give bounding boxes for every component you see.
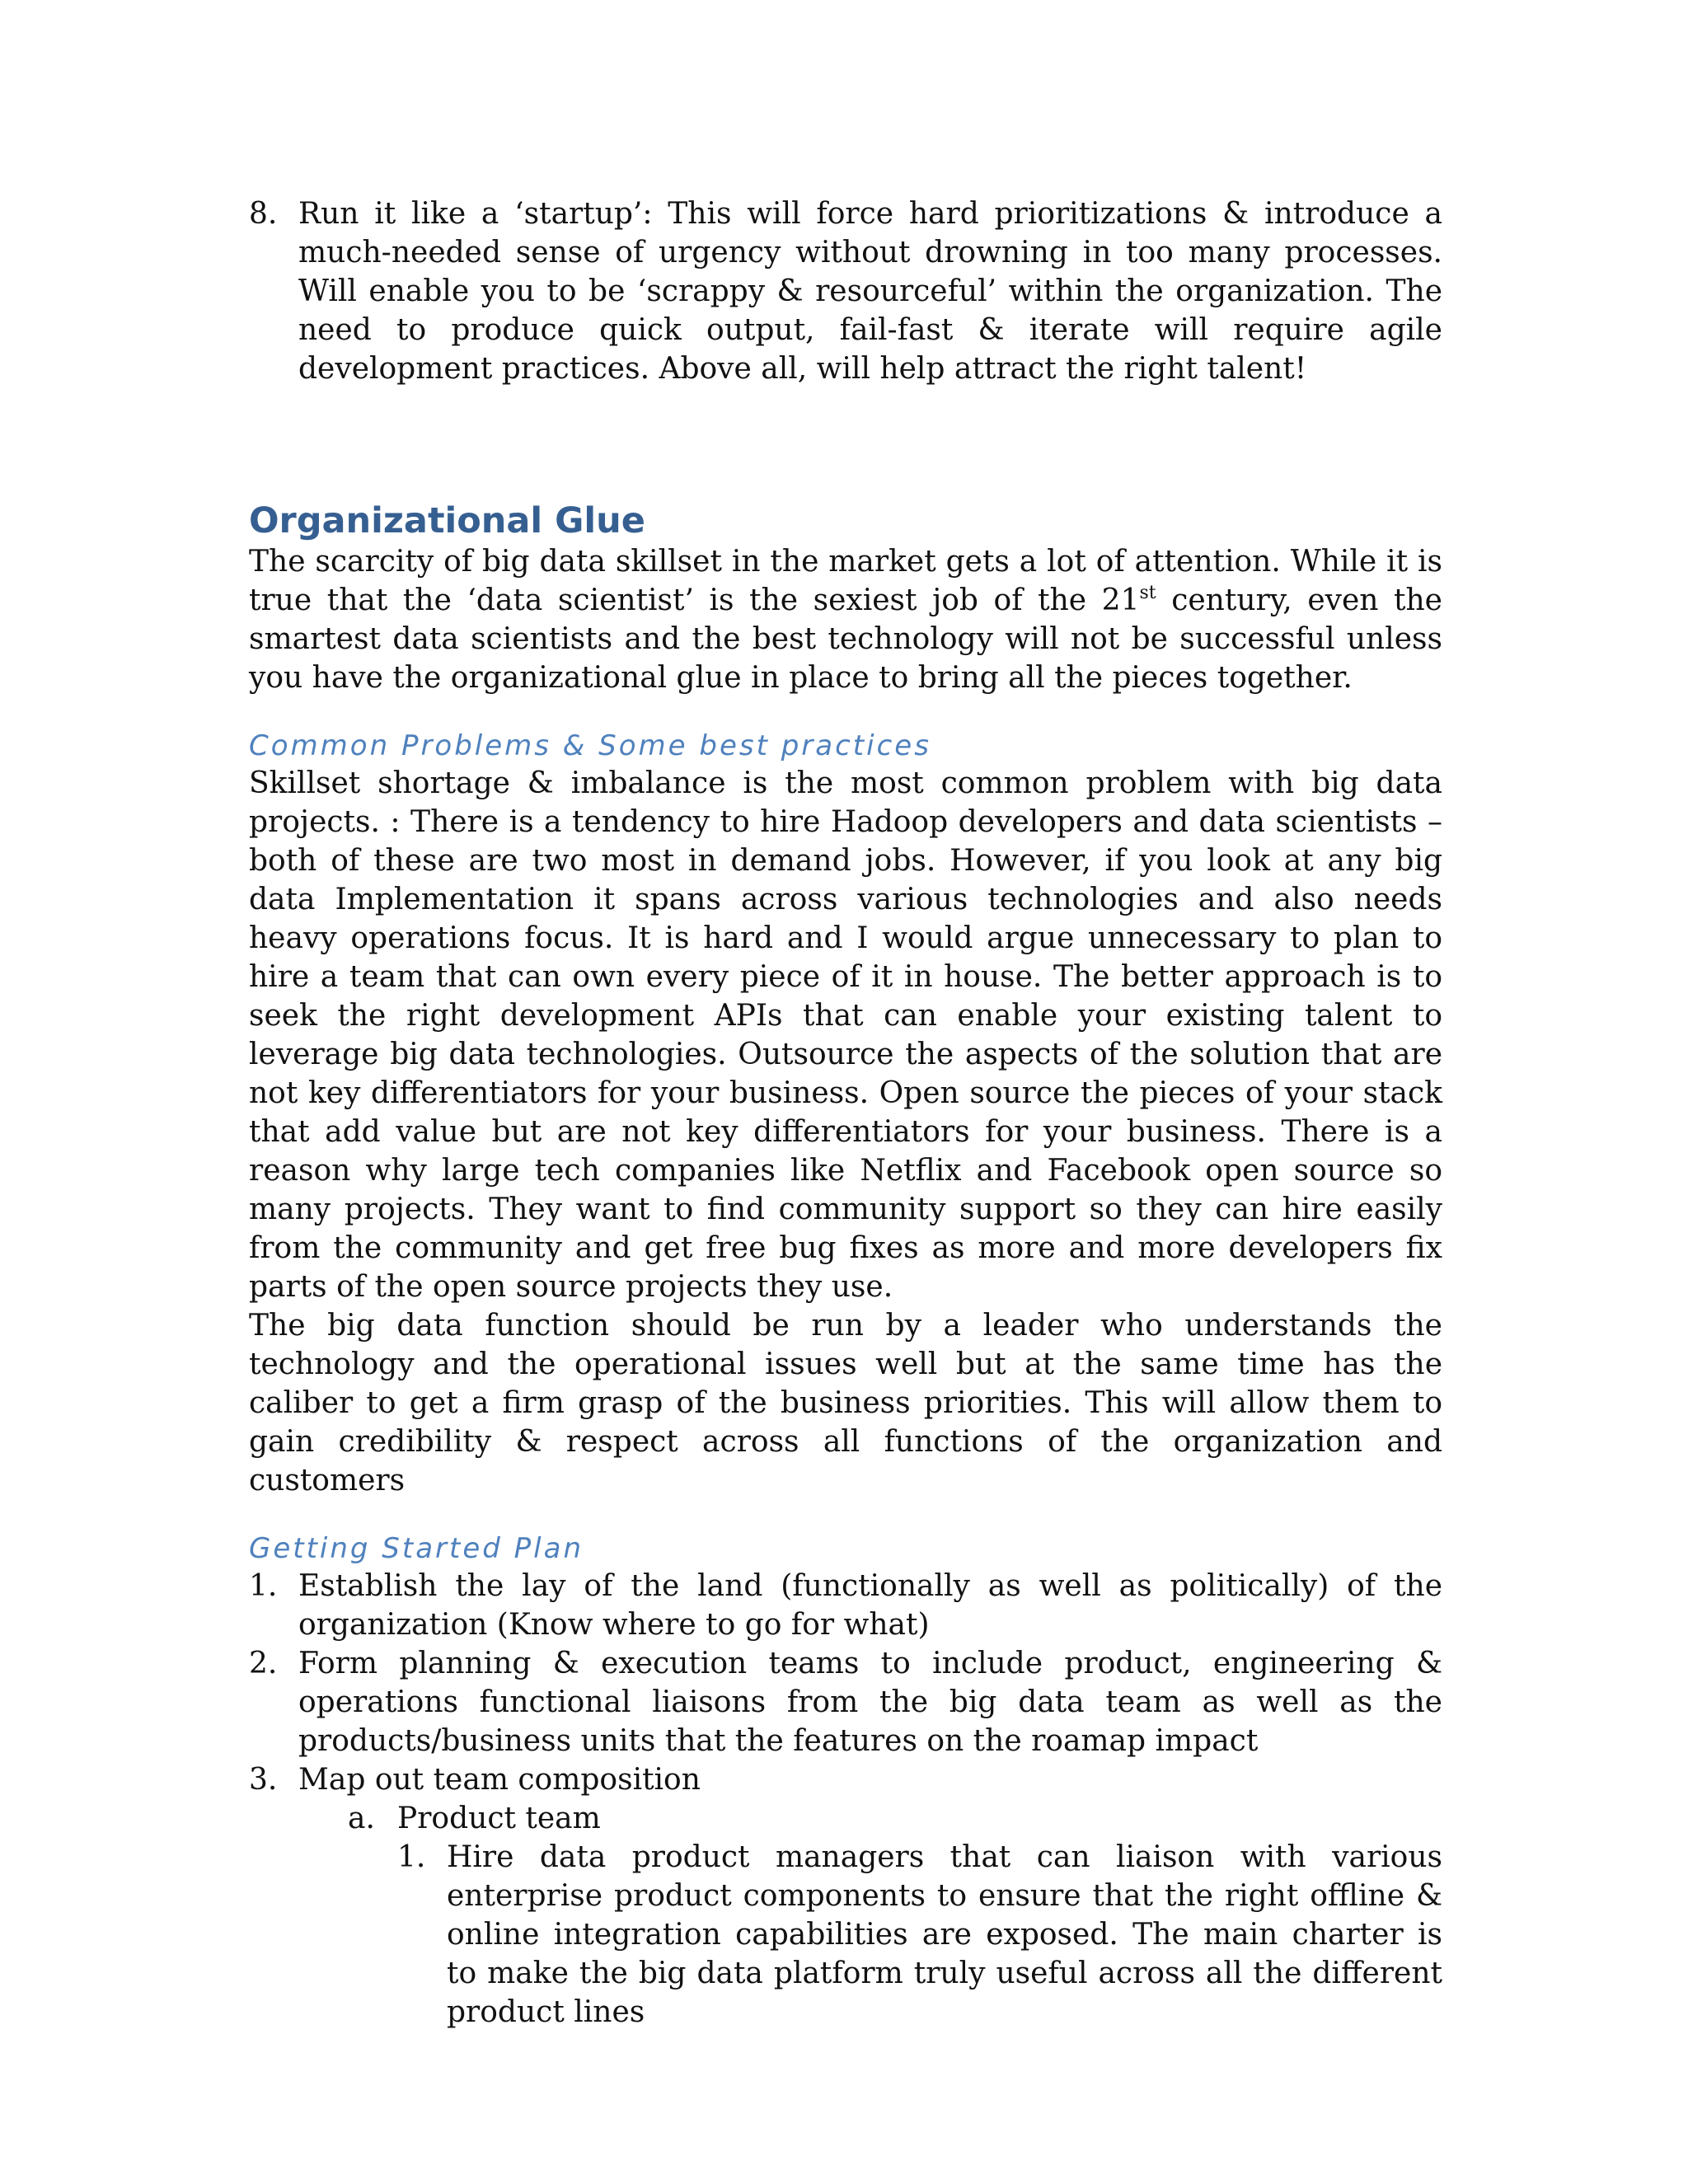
intro-text-part2: century, even the smartest data scientists and the best technology will not be successful unless you have the organizational glue in place to bring all the pieces together. (249, 583, 1442, 695)
list-number: 3. (249, 1763, 278, 1797)
paragraph: The big data function should be run by a leader who understands the technology and the operational issues well but at the same time has the caliber to get a firm grasp of the business priorities. This will allow them to gain credibility & respect across all functions of the organization and customers (249, 1309, 1442, 1497)
list-item (249, 1760, 1442, 1799)
list-item-text: Run it like a ‘startup’: This will force hard prioritizations & introduce a much-needed sense of urgency without drowning in too many processes. Will enable you to be ‘scrappy & resourceful’ within the organization. The need to produce quick output, fail-fast & iterate will require agile development practices. Above all, will help attract the right talent! (298, 197, 1442, 386)
list-item-text: Form planning & execution teams to include product, engineering & operations functional liaisons from the big data team as well as the products/business units that the features on the roamap impact (298, 1647, 1442, 1758)
intro-text-part1: The scarcity of big data skillset in the market gets a lot of attention. While it is true that the ‘data scientist’ is the sexiest job of the 21 (249, 545, 1442, 617)
page-content (249, 194, 1442, 2032)
sub-sub-list-item (249, 1838, 1442, 2032)
subsection-heading-plan: Getting Started Plan (249, 1532, 584, 1565)
paragraph: Skillset shortage & imbalance is the most common problem with big data projects. : There is a tendency to hire Hadoop developers and data scientists – both of these are two most in demand jobs. However, if you look at any big data Implementation it spans across various technologies and also needs heavy operations focus. It is hard and I would argue unnecessary to plan to hire a team that can own every piece of it in house. The better approach is to seek the right development APIs that can enable your existing talent to leverage big data technologies. Outsource the aspects of the solution that are not key differentiators for your business. Open source the pieces of your stack that add value but are not key differentiators for your business. There is a reason why large tech companies like Netflix and Facebook open source so many projects. They want to find community support so they can hire easily from the community and get free bug fixes as more and more developers fix parts of the open source projects they use. (249, 766, 1442, 1304)
list-letter: a. (348, 1802, 375, 1835)
list-item (249, 1567, 1442, 1644)
sub-sub-list-item-text: Hire data product managers that can liaison with various enterprise product components to ensure that the right offline & online integration capabilities are exposed. The main charter is to make the big data platform truly useful across all the different product lines (447, 1840, 1442, 2029)
section-heading: Organizational Glue (249, 500, 645, 541)
section-intro (249, 542, 1442, 697)
list-item (249, 1644, 1442, 1760)
sub-list-item (249, 1799, 1442, 1838)
sub-list-item-text: Product team (397, 1802, 601, 1835)
list-item (249, 194, 1442, 388)
list-item-text: Establish the lay of the land (functionally as well as politically) of the organization (Know where to go for what) (298, 1569, 1442, 1642)
list-number: 8. (249, 197, 278, 231)
list-number: 1. (249, 1569, 278, 1603)
list-item-text: Map out team composition (298, 1763, 701, 1797)
subsection-heading-problems: Common Problems & Some best practices (249, 729, 931, 762)
list-number: 1. (397, 1840, 426, 1874)
ordinal-superscript: st (1139, 583, 1156, 603)
list-number: 2. (249, 1647, 278, 1680)
